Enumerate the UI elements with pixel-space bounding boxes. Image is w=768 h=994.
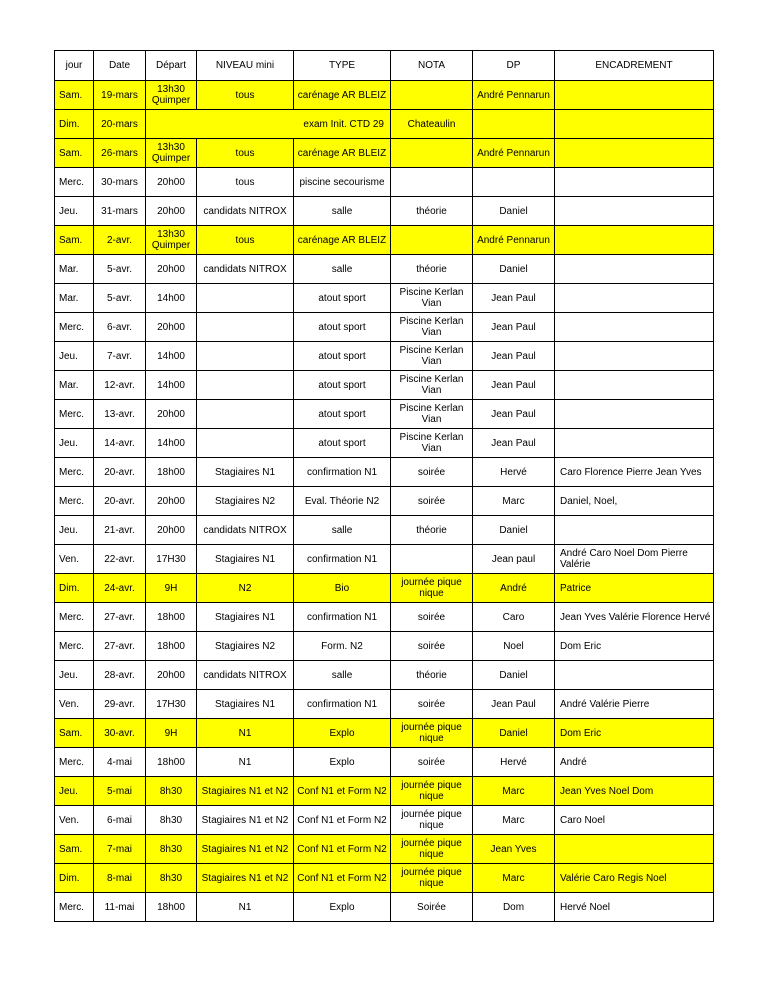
table-row <box>55 806 714 835</box>
cell-date: 29-avr. <box>94 690 146 719</box>
cell-nota: soirée <box>391 487 473 516</box>
cell-dp: André <box>473 574 555 603</box>
table-row <box>55 719 714 748</box>
cell-jour: Jeu. <box>55 777 94 806</box>
cell-encadrement <box>555 168 714 197</box>
cell-niveau: Stagiaires N2 <box>197 632 294 661</box>
cell-jour: Merc. <box>55 748 94 777</box>
cell-dp: Jean Yves <box>473 835 555 864</box>
table-row <box>55 110 714 139</box>
cell-encadrement: Daniel, Noel, <box>555 487 714 516</box>
cell-type: Conf N1 et Form N2 <box>294 806 391 835</box>
cell-type: salle <box>294 255 391 284</box>
cell-dp: Jean Paul <box>473 342 555 371</box>
col-header-depart: Départ <box>146 51 197 81</box>
table-row <box>55 81 714 110</box>
cell-jour: Sam. <box>55 139 94 168</box>
cell-nota: soirée <box>391 458 473 487</box>
cell-jour: Dim. <box>55 864 94 893</box>
cell-date: 21-avr. <box>94 516 146 545</box>
cell-dp: Hervé <box>473 748 555 777</box>
table-row <box>55 168 714 197</box>
cell-depart: 8h30 <box>146 806 197 835</box>
table-row <box>55 516 714 545</box>
cell-date: 11-mai <box>94 893 146 922</box>
cell-type: atout sport <box>294 342 391 371</box>
cell-depart: 20h00 <box>146 487 197 516</box>
cell-type: confirmation N1 <box>294 690 391 719</box>
cell-dp: Jean Paul <box>473 690 555 719</box>
cell-encadrement: Patrice <box>555 574 714 603</box>
cell-dp: Daniel <box>473 661 555 690</box>
cell-jour: Jeu. <box>55 429 94 458</box>
cell-encadrement <box>555 429 714 458</box>
cell-depart: 18h00 <box>146 458 197 487</box>
cell-dp: Daniel <box>473 719 555 748</box>
cell-type: confirmation N1 <box>294 545 391 574</box>
cell-type: atout sport <box>294 284 391 313</box>
cell-depart: 17H30 <box>146 545 197 574</box>
cell-dp: André Pennarun <box>473 139 555 168</box>
cell-type: Conf N1 et Form N2 <box>294 835 391 864</box>
cell-type: atout sport <box>294 429 391 458</box>
cell-niveau: candidats NITROX <box>197 516 294 545</box>
cell-nota: journée pique nique <box>391 806 473 835</box>
cell-jour: Ven. <box>55 806 94 835</box>
cell-nota <box>391 139 473 168</box>
cell-nota: Piscine Kerlan Vian <box>391 429 473 458</box>
cell-encadrement: Caro Noel <box>555 806 714 835</box>
cell-jour: Sam. <box>55 81 94 110</box>
table-row <box>55 255 714 284</box>
table-row <box>55 429 714 458</box>
cell-type: Eval. Théorie N2 <box>294 487 391 516</box>
cell-niveau: tous <box>197 226 294 255</box>
cell-dp: Daniel <box>473 197 555 226</box>
cell-date: 20-mars <box>94 110 146 139</box>
cell-type: Conf N1 et Form N2 <box>294 777 391 806</box>
cell-encadrement <box>555 284 714 313</box>
cell-niveau: candidats NITROX <box>197 661 294 690</box>
schedule-sheet <box>54 50 713 922</box>
cell-date: 30-mars <box>94 168 146 197</box>
cell-date: 14-avr. <box>94 429 146 458</box>
cell-depart: 20h00 <box>146 255 197 284</box>
cell-depart: 18h00 <box>146 632 197 661</box>
cell-type: Explo <box>294 748 391 777</box>
cell-dp: Marc <box>473 777 555 806</box>
cell-encadrement: Dom Eric <box>555 632 714 661</box>
cell-dp: André Pennarun <box>473 81 555 110</box>
table-row <box>55 487 714 516</box>
cell-encadrement <box>555 371 714 400</box>
table-row <box>55 574 714 603</box>
cell-dp: Marc <box>473 487 555 516</box>
cell-depart: 20h00 <box>146 400 197 429</box>
cell-type: Conf N1 et Form N2 <box>294 864 391 893</box>
cell-type: salle <box>294 661 391 690</box>
cell-niveau <box>197 342 294 371</box>
table-row <box>55 139 714 168</box>
cell-type: atout sport <box>294 313 391 342</box>
cell-date: 27-avr. <box>94 632 146 661</box>
cell-nota: journée pique nique <box>391 835 473 864</box>
cell-encadrement <box>555 81 714 110</box>
cell-depart: 8h30 <box>146 864 197 893</box>
cell-nota: théorie <box>391 516 473 545</box>
cell-date: 28-avr. <box>94 661 146 690</box>
cell-depart: 9H <box>146 719 197 748</box>
cell-encadrement: Valérie Caro Regis Noel <box>555 864 714 893</box>
cell-nota <box>391 226 473 255</box>
cell-depart: 14h00 <box>146 371 197 400</box>
cell-type: Form. N2 <box>294 632 391 661</box>
cell-nota: journée pique nique <box>391 864 473 893</box>
cell-nota: théorie <box>391 661 473 690</box>
table-row <box>55 545 714 574</box>
cell-nota: soirée <box>391 603 473 632</box>
cell-encadrement <box>555 197 714 226</box>
cell-date: 5-avr. <box>94 284 146 313</box>
cell-niveau: candidats NITROX <box>197 255 294 284</box>
table-row <box>55 835 714 864</box>
cell-date: 7-mai <box>94 835 146 864</box>
cell-type: Bio <box>294 574 391 603</box>
cell-encadrement: André Valérie Pierre <box>555 690 714 719</box>
cell-depart: 20h00 <box>146 661 197 690</box>
table-row <box>55 893 714 922</box>
cell-encadrement: Caro Florence Pierre Jean Yves <box>555 458 714 487</box>
cell-niveau: candidats NITROX <box>197 197 294 226</box>
cell-niveau: Stagiaires N1 et N2 <box>197 835 294 864</box>
cell-jour: Merc. <box>55 458 94 487</box>
cell-dp: Marc <box>473 864 555 893</box>
table-row <box>55 603 714 632</box>
cell-type: Explo <box>294 893 391 922</box>
cell-jour: Merc. <box>55 603 94 632</box>
table-row <box>55 342 714 371</box>
cell-type: piscine secourisme <box>294 168 391 197</box>
cell-niveau <box>197 429 294 458</box>
cell-encadrement: Jean Yves Noel Dom <box>555 777 714 806</box>
cell-jour: Merc. <box>55 632 94 661</box>
cell-nota: soirée <box>391 690 473 719</box>
cell-niveau <box>197 400 294 429</box>
schedule-body <box>55 81 714 922</box>
cell-depart: 17H30 <box>146 690 197 719</box>
cell-depart: 20h00 <box>146 197 197 226</box>
table-row <box>55 458 714 487</box>
cell-jour: Sam. <box>55 835 94 864</box>
cell-jour: Jeu. <box>55 516 94 545</box>
header-row <box>55 51 714 81</box>
cell-nota: journée pique nique <box>391 574 473 603</box>
cell-type: confirmation N1 <box>294 458 391 487</box>
cell-encadrement: André Caro Noel Dom Pierre Valérie <box>555 545 714 574</box>
cell-depart: 14h00 <box>146 429 197 458</box>
cell-encadrement <box>555 226 714 255</box>
cell-depart: 9H <box>146 574 197 603</box>
cell-dp: Dom <box>473 893 555 922</box>
cell-nota: Piscine Kerlan Vian <box>391 313 473 342</box>
col-header-jour: jour <box>55 51 94 81</box>
cell-nota: théorie <box>391 255 473 284</box>
cell-date: 22-avr. <box>94 545 146 574</box>
cell-depart: 20h00 <box>146 168 197 197</box>
col-header-nota: NOTA <box>391 51 473 81</box>
cell-jour: Merc. <box>55 168 94 197</box>
cell-dp: Caro <box>473 603 555 632</box>
cell-dp: Noel <box>473 632 555 661</box>
cell-type: atout sport <box>294 400 391 429</box>
cell-jour: Sam. <box>55 719 94 748</box>
cell-depart: 13h30 Quimper <box>146 226 197 255</box>
cell-encadrement <box>555 835 714 864</box>
table-row <box>55 632 714 661</box>
cell-jour: Ven. <box>55 545 94 574</box>
col-header-dp: DP <box>473 51 555 81</box>
cell-depart: 20h00 <box>146 313 197 342</box>
cell-niveau <box>197 371 294 400</box>
cell-jour: Dim. <box>55 574 94 603</box>
cell-nota: Soirée <box>391 893 473 922</box>
cell-type: Explo <box>294 719 391 748</box>
cell-dp: Jean Paul <box>473 284 555 313</box>
cell-depart: 20h00 <box>146 516 197 545</box>
table-row <box>55 284 714 313</box>
cell-jour: Jeu. <box>55 661 94 690</box>
cell-dp <box>473 168 555 197</box>
cell-type: carénage AR BLEIZ <box>294 81 391 110</box>
cell-encadrement <box>555 255 714 284</box>
cell-encadrement <box>555 661 714 690</box>
cell-niveau: Stagiaires N1 et N2 <box>197 806 294 835</box>
cell-niveau: N2 <box>197 574 294 603</box>
cell-type: atout sport <box>294 371 391 400</box>
cell-encadrement <box>555 110 714 139</box>
cell-niveau: Stagiaires N1 <box>197 458 294 487</box>
cell-jour: Mar. <box>55 255 94 284</box>
cell-jour: Dim. <box>55 110 94 139</box>
cell-nota: soirée <box>391 632 473 661</box>
cell-jour: Jeu. <box>55 342 94 371</box>
table-row <box>55 371 714 400</box>
cell-date: 8-mai <box>94 864 146 893</box>
cell-type: salle <box>294 197 391 226</box>
cell-nota <box>391 545 473 574</box>
cell-nota: journée pique nique <box>391 777 473 806</box>
cell-date: 7-avr. <box>94 342 146 371</box>
cell-depart: 14h00 <box>146 284 197 313</box>
cell-niveau: Stagiaires N2 <box>197 487 294 516</box>
cell-date: 26-mars <box>94 139 146 168</box>
cell-dp: Jean Paul <box>473 371 555 400</box>
cell-niveau <box>197 284 294 313</box>
cell-depart: 13h30 Quimper <box>146 81 197 110</box>
col-header-encadrement: ENCADREMENT <box>555 51 714 81</box>
cell-date: 6-mai <box>94 806 146 835</box>
cell-niveau: tous <box>197 81 294 110</box>
cell-encadrement: Jean Yves Valérie Florence Hervé <box>555 603 714 632</box>
cell-niveau <box>197 313 294 342</box>
cell-dp: Jean Paul <box>473 400 555 429</box>
cell-niveau: Stagiaires N1 et N2 <box>197 864 294 893</box>
cell-nota: soirée <box>391 748 473 777</box>
cell-jour: Sam. <box>55 226 94 255</box>
cell-date: 31-mars <box>94 197 146 226</box>
cell-nota: théorie <box>391 197 473 226</box>
col-header-type: TYPE <box>294 51 391 81</box>
cell-niveau: N1 <box>197 748 294 777</box>
schedule-table <box>54 50 714 922</box>
cell-niveau: N1 <box>197 719 294 748</box>
cell-depart: 8h30 <box>146 835 197 864</box>
cell-jour: Merc. <box>55 400 94 429</box>
cell-date: 19-mars <box>94 81 146 110</box>
cell-date: 5-mai <box>94 777 146 806</box>
cell-date: 20-avr. <box>94 458 146 487</box>
cell-date: 13-avr. <box>94 400 146 429</box>
cell-nota: Piscine Kerlan Vian <box>391 284 473 313</box>
table-row <box>55 226 714 255</box>
cell-nota: Piscine Kerlan Vian <box>391 400 473 429</box>
cell-jour: Mar. <box>55 284 94 313</box>
cell-jour: Merc. <box>55 487 94 516</box>
cell-encadrement <box>555 516 714 545</box>
cell-encadrement <box>555 313 714 342</box>
cell-dp: Marc <box>473 806 555 835</box>
cell-type: exam Init. CTD 29 <box>146 110 391 139</box>
table-row <box>55 690 714 719</box>
cell-depart: 18h00 <box>146 748 197 777</box>
table-row <box>55 197 714 226</box>
table-row <box>55 748 714 777</box>
table-row <box>55 777 714 806</box>
cell-date: 6-avr. <box>94 313 146 342</box>
cell-encadrement: Dom Eric <box>555 719 714 748</box>
cell-dp: Jean Paul <box>473 429 555 458</box>
cell-encadrement <box>555 400 714 429</box>
cell-depart: 18h00 <box>146 893 197 922</box>
cell-niveau: N1 <box>197 893 294 922</box>
cell-niveau: tous <box>197 139 294 168</box>
cell-nota <box>391 81 473 110</box>
cell-encadrement <box>555 139 714 168</box>
cell-dp: Jean Paul <box>473 313 555 342</box>
cell-date: 4-mai <box>94 748 146 777</box>
cell-nota: Piscine Kerlan Vian <box>391 342 473 371</box>
cell-niveau: Stagiaires N1 <box>197 603 294 632</box>
cell-nota: Chateaulin <box>391 110 473 139</box>
cell-niveau: tous <box>197 168 294 197</box>
cell-date: 12-avr. <box>94 371 146 400</box>
cell-date: 24-avr. <box>94 574 146 603</box>
cell-dp: Daniel <box>473 255 555 284</box>
cell-depart: 13h30 Quimper <box>146 139 197 168</box>
cell-jour: Merc. <box>55 313 94 342</box>
cell-niveau: Stagiaires N1 <box>197 545 294 574</box>
cell-jour: Ven. <box>55 690 94 719</box>
table-row <box>55 661 714 690</box>
cell-encadrement <box>555 342 714 371</box>
cell-date: 30-avr. <box>94 719 146 748</box>
col-header-niveau: NIVEAU mini <box>197 51 294 81</box>
cell-type: carénage AR BLEIZ <box>294 139 391 168</box>
table-row <box>55 864 714 893</box>
cell-nota <box>391 168 473 197</box>
cell-dp: Daniel <box>473 516 555 545</box>
cell-niveau: Stagiaires N1 <box>197 690 294 719</box>
cell-depart: 14h00 <box>146 342 197 371</box>
cell-jour: Jeu. <box>55 197 94 226</box>
cell-depart: 8h30 <box>146 777 197 806</box>
cell-date: 27-avr. <box>94 603 146 632</box>
cell-jour: Mar. <box>55 371 94 400</box>
cell-nota: journée pique nique <box>391 719 473 748</box>
cell-dp: Hervé <box>473 458 555 487</box>
cell-type: salle <box>294 516 391 545</box>
cell-dp <box>473 110 555 139</box>
table-row <box>55 400 714 429</box>
cell-encadrement: Hervé Noel <box>555 893 714 922</box>
cell-encadrement: André <box>555 748 714 777</box>
cell-date: 2-avr. <box>94 226 146 255</box>
cell-type: confirmation N1 <box>294 603 391 632</box>
cell-nota: Piscine Kerlan Vian <box>391 371 473 400</box>
cell-dp: André Pennarun <box>473 226 555 255</box>
cell-jour: Merc. <box>55 893 94 922</box>
cell-niveau: Stagiaires N1 et N2 <box>197 777 294 806</box>
cell-dp: Jean paul <box>473 545 555 574</box>
cell-date: 5-avr. <box>94 255 146 284</box>
cell-depart: 18h00 <box>146 603 197 632</box>
col-header-date: Date <box>94 51 146 81</box>
cell-type: carénage AR BLEIZ <box>294 226 391 255</box>
table-row <box>55 313 714 342</box>
cell-date: 20-avr. <box>94 487 146 516</box>
